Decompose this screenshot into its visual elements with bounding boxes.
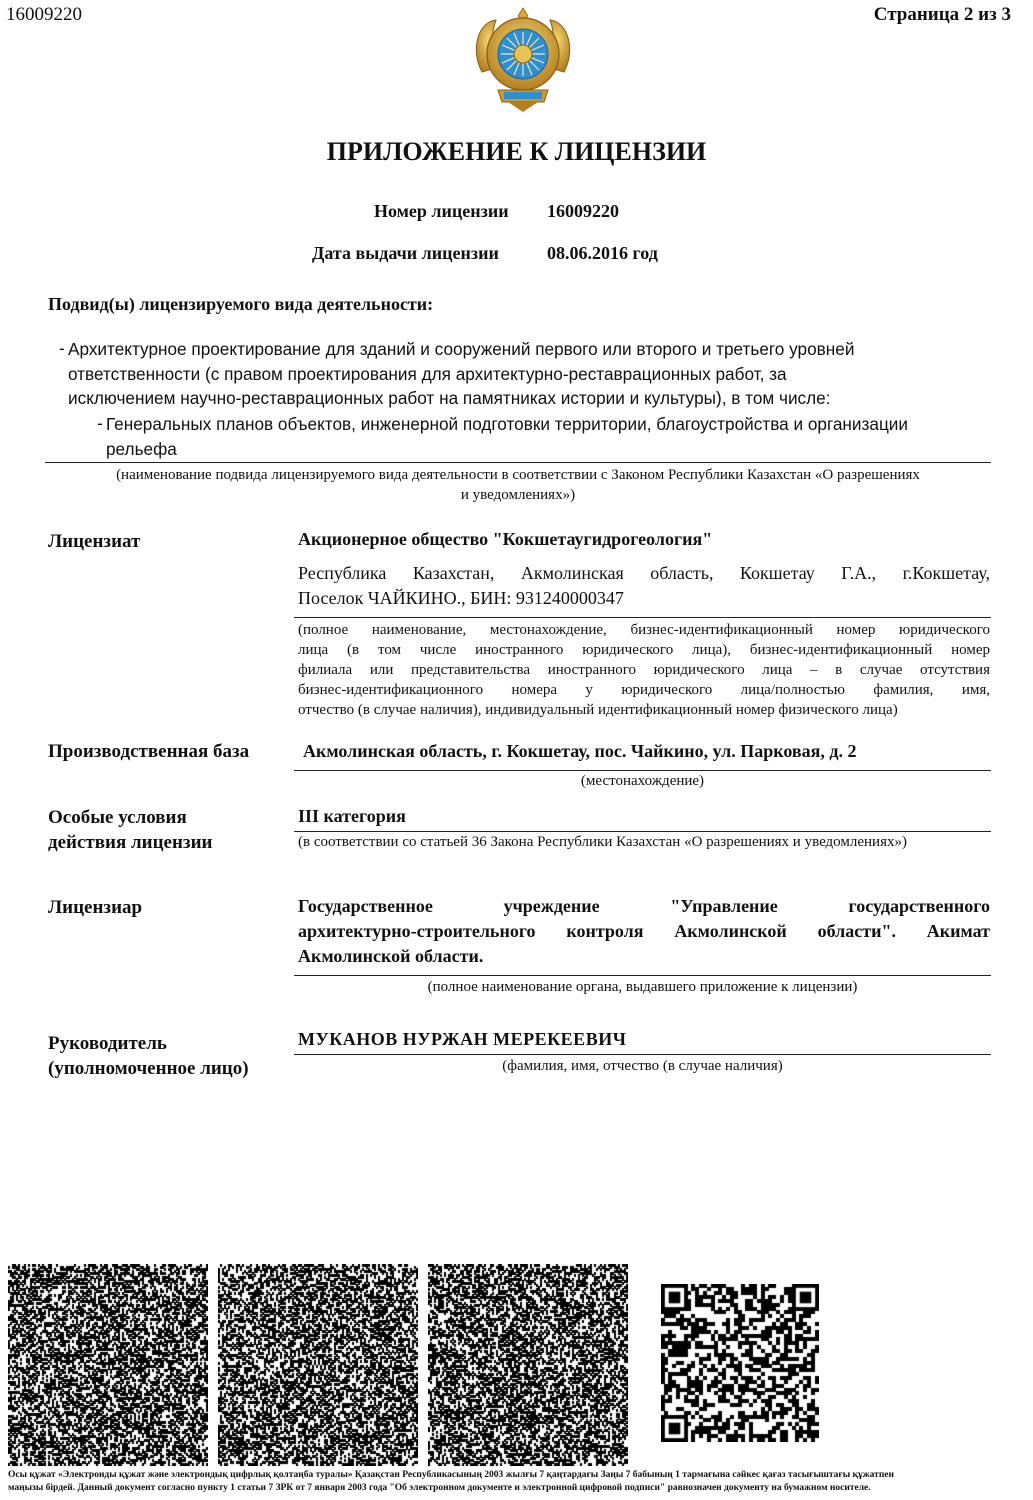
licensee-label: Лицензиат xyxy=(48,531,141,552)
list-bullet-dash: - xyxy=(97,413,103,433)
special-conditions-note: (в соответствии со статьей 36 Закона Республики Казахстан «О разрешениях и уведомлениях») xyxy=(298,834,907,850)
licensee-note-line-2: лица (в том числе иностранного юридического лица), бизнес-идентификационный номер xyxy=(298,642,990,658)
divider xyxy=(294,1054,991,1055)
production-base-label: Производственная база xyxy=(48,741,250,762)
subtype-item-2-line-2: рельефа xyxy=(106,439,177,459)
verification-qr-code[interactable] xyxy=(661,1284,819,1442)
divider xyxy=(294,770,991,771)
licensee-address-line-2: Поселок ЧАЙКИНО., БИН: 931240000347 xyxy=(298,588,624,608)
licensee-note-line-4: бизнес-идентификационного номера у юридического лица/полностью фамилия, имя, xyxy=(298,682,990,698)
footer-legal-line-1: Осы құжат «Электронды құжат және электрондық цифрлық қолтаңба туралы» Қазақстан Республикасының 2003 жылғы 7 қаңтардағы Заңы 7 бабының 1 тармағына сәйкес қағаз тасығыштағы құжатпен xyxy=(8,1470,894,1480)
licensor-value-line-1: Государственное учреждение "Управление государственного xyxy=(298,896,990,916)
subtype-item-1-line-3: исключением научно-реставрационных работ на памятниках истории и культуры), в том числе: xyxy=(68,388,831,408)
special-conditions-label xyxy=(48,805,212,855)
subtype-note xyxy=(45,465,991,505)
list-bullet-dash: - xyxy=(59,338,65,358)
licensor-label: Лицензиар xyxy=(48,897,143,918)
licensee-note-line-1: (полное наименование, местонахождение, бизнес-идентификационный номер юридического xyxy=(298,622,990,638)
licensor-value-line-2: архитектурно-строительного контроля Акмолинской области". Акимат xyxy=(298,921,990,941)
license-date-label: Дата выдачи лицензии xyxy=(312,243,499,263)
licensee-note-line-5: отчество (в случае наличия), индивидуальный идентификационный номер физического лица) xyxy=(298,702,898,718)
production-base-value: Акмолинская область, г. Кокшетау, пос. Чайкино, ул. Парковая, д. 2 xyxy=(303,741,857,761)
license-number-value: 16009220 xyxy=(547,201,619,221)
page-indicator: Страница 2 из 3 xyxy=(873,4,1011,25)
licensor-value-line-3: Акмолинской области. xyxy=(298,946,484,966)
special-conditions-label-line-1: Особые условия xyxy=(48,807,187,828)
divider xyxy=(294,975,991,976)
special-conditions-label-line-2: действия лицензии xyxy=(48,832,213,853)
subtype-item-2-line-1: Генеральных планов объектов, инженерной подготовки территории, благоустройства и организации xyxy=(106,414,909,434)
head-label xyxy=(48,1031,249,1081)
page-title: ПРИЛОЖЕНИЕ К ЛИЦЕНЗИИ xyxy=(326,137,707,166)
head-label-line-2: (уполномоченное лицо) xyxy=(48,1058,249,1079)
licensee-note-line-3: филиала или представительства иностранного юридического лица – в случае отсутствия xyxy=(298,662,990,678)
licensor-note: (полное наименование органа, выдавшего приложение к лицензии) xyxy=(427,979,858,995)
footer-legal-line-2: маңызы бірдей. Данный документ согласно пункту 1 статьи 7 ЗРК от 7 января 2003 года "Об электронном документе и электронной цифровой подписи" равнозначен документу на бумажном носителе. xyxy=(8,1483,871,1493)
subtype-item-1-line-2: ответственности (с правом проектирования для архитектурно-реставрационных работ, за xyxy=(68,364,787,384)
digital-signature-code-1 xyxy=(8,1264,208,1466)
licensee-note xyxy=(298,620,990,720)
special-conditions-value: III категория xyxy=(298,806,406,826)
license-number-label: Номер лицензии xyxy=(374,201,509,221)
divider xyxy=(294,617,991,618)
licensee-address-line-1: Республика Казахстан, Акмолинская область, Кокшетау Г.А., г.Кокшетау, xyxy=(298,563,990,583)
licensor-value xyxy=(298,894,990,969)
licensee-name: Акционерное общество "Кокшетаугидрогеология" xyxy=(298,529,713,549)
digital-signature-code-2 xyxy=(218,1264,418,1466)
divider xyxy=(294,831,991,832)
head-name: МУКАНОВ НУРЖАН МЕРЕКЕЕВИЧ xyxy=(298,1029,627,1049)
production-base-note: (местонахождение) xyxy=(580,773,705,789)
divider xyxy=(45,462,991,463)
subtype-heading: Подвид(ы) лицензируемого вида деятельности: xyxy=(48,294,434,314)
document-number: 16009220 xyxy=(6,4,82,25)
digital-signature-code-3 xyxy=(428,1264,628,1466)
state-emblem-kazakhstan-icon xyxy=(468,2,578,114)
subtype-note-line-1: (наименование подвида лицензируемого вида деятельности в соответствии с Законом Республики Казахстан «О разрешениях xyxy=(116,467,920,483)
license-date-value: 08.06.2016 год xyxy=(547,243,658,263)
subtype-item-1-line-1: Архитектурное проектирование для зданий и сооружений первого или второго и третьего уровней xyxy=(68,339,855,359)
head-note: (фамилия, имя, отчество (в случае наличия) xyxy=(502,1058,783,1074)
head-label-line-1: Руководитель xyxy=(48,1033,167,1054)
subtype-note-line-2: и уведомлениях») xyxy=(460,487,576,503)
